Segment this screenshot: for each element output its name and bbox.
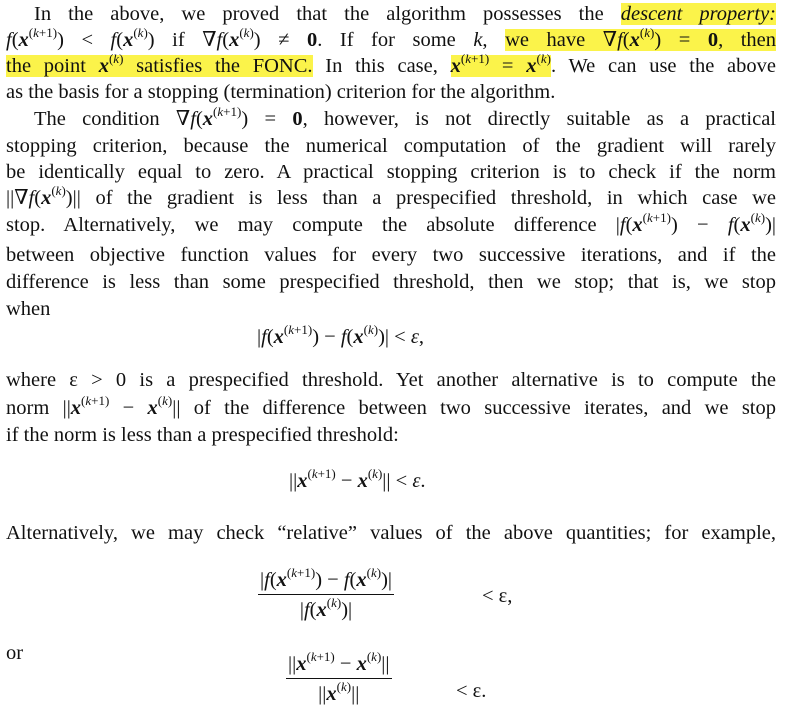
paragraph-4: Alternatively, we may check “relative” values of the above quantities; for example, xyxy=(6,522,776,544)
paragraph-2-line-3: be identically equal to zero. A practical stopping criterion is to check if the norm xyxy=(6,161,776,183)
paragraph-1-line-1: In the above, we proved that the algorithm possesses the descent property: xyxy=(34,3,776,25)
paragraph-1-line-3: the point $x^{(k)}$ satisfies the FONC. In this case, $x^{(k+1)} = x^{(k)}$. We can use the above xyxy=(6,51,777,77)
paragraph-2-line-5: stop. Alternatively, we may compute the absolute difference $|f(x^{(k+1)}) - f(x^{(k)})|$ xyxy=(6,210,776,236)
iterate-equal-highlight: $x^{(k+1)} = x^{(k)}$ xyxy=(450,51,551,77)
paragraph-2-line-7: difference is less than some prespecified threshold, then we stop; that is, we stop xyxy=(6,271,776,293)
paragraph-3-line-1: where ε > 0 is a prespecified threshold. Yet another alternative is to compute the xyxy=(6,369,776,391)
paragraph-2-line-1: The condition $\nabla f(x^{(k+1)}) = 0$, however, is not directly suitable as a practical xyxy=(34,104,776,130)
descent-property-term: descent property: xyxy=(620,3,776,25)
descent-property-highlight xyxy=(621,3,776,25)
paragraph-1-line-2: $f(x^{(k+1)}) < f(x^{(k)})$ if $\nabla f(x^{(k)}) \ne 0$. If for some k, we have $\nabla f(x^{(k)}) = 0$, then xyxy=(6,25,777,51)
paragraph-2-line-6: between objective function values for every two successive iterations, and if the xyxy=(6,244,776,266)
paragraph-2-line-2: stopping criterion, because the numerical computation of the gradient will rarely xyxy=(6,135,776,157)
fraction-denominator: $||x^{(k)}||$ xyxy=(318,679,360,705)
fonc-highlight: the point $x^{(k)}$ satisfies the FONC. xyxy=(6,51,313,77)
equation-relation-1: < ε, xyxy=(482,585,513,607)
equation-relative-function-difference xyxy=(258,566,394,625)
equation-iterate-difference: $||x^{(k+1)} - x^{(k)}|| < \varepsilon$. xyxy=(289,466,426,492)
fraction-numerator: $||x^{(k+1)} - x^{(k)}||$ xyxy=(286,650,392,679)
paragraph-3-line-3: if the norm is less than a prespecified threshold: xyxy=(6,424,399,446)
paragraph-1-line-4: as the basis for a stopping (termination) criterion for the algorithm. xyxy=(6,81,556,103)
paragraph-2-line-8: when xyxy=(6,298,51,320)
fraction-numerator: $|f(x^{(k+1)}) - f(x^{(k)})|$ xyxy=(258,566,394,595)
equation-relative-iterate-difference xyxy=(286,650,392,709)
equation-absolute-difference: $|f(x^{(k+1)}) - f(x^{(k)})| < \varepsilon$, xyxy=(257,322,425,348)
or-label: or xyxy=(6,642,24,664)
fraction-denominator: $|f(x^{(k)})|$ xyxy=(299,595,353,621)
paragraph-2-line-4: $||\nabla f(x^{(k)})||$ of the gradient is less than a prespecified threshold, in which case we xyxy=(6,183,776,209)
equation-relation-2: < ε. xyxy=(456,680,487,702)
paragraph-3-line-2: norm $||x^{(k+1)} - x^{(k)}||$ of the difference between two successive iterates, and we stop xyxy=(6,393,777,419)
gradient-zero-highlight: we have $\nabla f(x^{(k)}) = 0$, then xyxy=(505,25,777,51)
